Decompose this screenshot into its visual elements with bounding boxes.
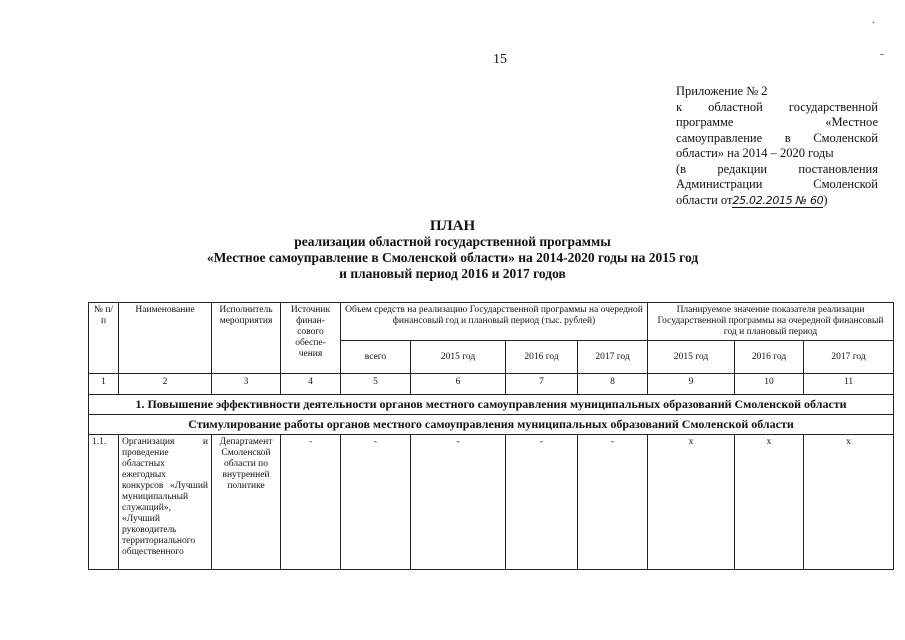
header-indicator-group: Планируемое значение показателя реализации Государственной программы на очередной финансовый год и плановый период [648, 303, 894, 341]
row-indicator-2017: х [804, 435, 894, 570]
column-number: 10 [735, 374, 804, 395]
table-row [89, 435, 894, 570]
appendix-line-8-suffix: ) [823, 192, 828, 207]
section-title: 1. Повышение эффективности деятельности органов местного самоуправления муниципальных образований Смоленской области [89, 395, 894, 415]
section-row [89, 395, 894, 415]
column-number: 4 [281, 374, 341, 395]
plan-table [88, 302, 894, 570]
handwritten-signature-date: 25.02.2015 № 60 [732, 193, 824, 207]
column-number: 5 [341, 374, 411, 395]
row-name: Организация и проведение областных ежегодных конкурсов «Лучший муниципальный служащий», «Лучший руководитель территориального общественного [119, 435, 212, 570]
column-number: 11 [804, 374, 894, 395]
row-executor: Департамент Смоленской области по внутренней политике [212, 435, 281, 570]
appendix-line-3: программе «Местное [676, 115, 878, 129]
row-funds-2015: - [411, 435, 506, 570]
appendix-line-8-prefix: области от [676, 192, 733, 207]
header-funds-2017: 2017 год [578, 341, 648, 374]
title-plan: ПЛАН [429, 218, 476, 234]
subsection-row [89, 415, 894, 435]
header-indicator-2015: 2015 год [648, 341, 735, 374]
header-num: № п/п [89, 303, 119, 374]
header-name: Наименование [119, 303, 212, 374]
header-funds-2015: 2015 год [411, 341, 506, 374]
row-indicator-2015: х [648, 435, 735, 570]
header-indicator-2016: 2016 год [735, 341, 804, 374]
row-source: - [281, 435, 341, 570]
header-row-1 [89, 303, 894, 341]
column-number: 1 [89, 374, 119, 395]
appendix-line-8 [676, 193, 878, 209]
header-source: Источник финан- сового обеспе- чения [281, 303, 341, 374]
corner-mark-top: . [872, 14, 875, 26]
header-executor: Исполнитель мероприятия [212, 303, 281, 374]
appendix-line-6: (в редакции постановления [676, 161, 878, 176]
column-number: 6 [411, 374, 506, 395]
row-funds-2016: - [506, 435, 578, 570]
appendix-line-4: самоуправление в Смоленской [676, 130, 878, 145]
title-line-3: «Местное самоуправление в Смоленской области» на 2014-2020 годы на 2015 год [206, 250, 699, 265]
row-funds-2017: - [578, 435, 648, 570]
appendix-note [676, 84, 878, 208]
appendix-line-7: Администрации Смоленской [676, 177, 878, 191]
appendix-line-5: области» на 2014 – 2020 годы [676, 146, 834, 160]
header-funds-2016: 2016 год [506, 341, 578, 374]
subsection-title: Стимулирование работы органов местного самоуправления муниципальных образований Смоленской области [89, 415, 894, 435]
column-number: 2 [119, 374, 212, 395]
page-number: 15 [493, 52, 507, 67]
row-indicator-2016: х [735, 435, 804, 570]
header-total: всего [341, 341, 411, 374]
document-title [180, 218, 725, 282]
header-indicator-2017: 2017 год [804, 341, 894, 374]
column-number: 8 [578, 374, 648, 395]
corner-mark-right: - [880, 48, 884, 60]
column-number-row [89, 374, 894, 395]
row-num: 1.1. [89, 435, 119, 570]
column-number: 7 [506, 374, 578, 395]
title-line-4: и плановый период 2016 и 2017 годов [339, 266, 566, 281]
appendix-line-1: Приложение № 2 [676, 84, 768, 98]
row-total: - [341, 435, 411, 570]
appendix-line-2: к областной государственной [676, 99, 878, 114]
column-number: 3 [212, 374, 281, 395]
title-line-2: реализации областной государственной программы [294, 234, 611, 249]
header-funds-group: Объем средств на реализацию Государственной программы на очередной финансовый год и плановый период (тыс. рублей) [341, 303, 648, 341]
column-number: 9 [648, 374, 735, 395]
